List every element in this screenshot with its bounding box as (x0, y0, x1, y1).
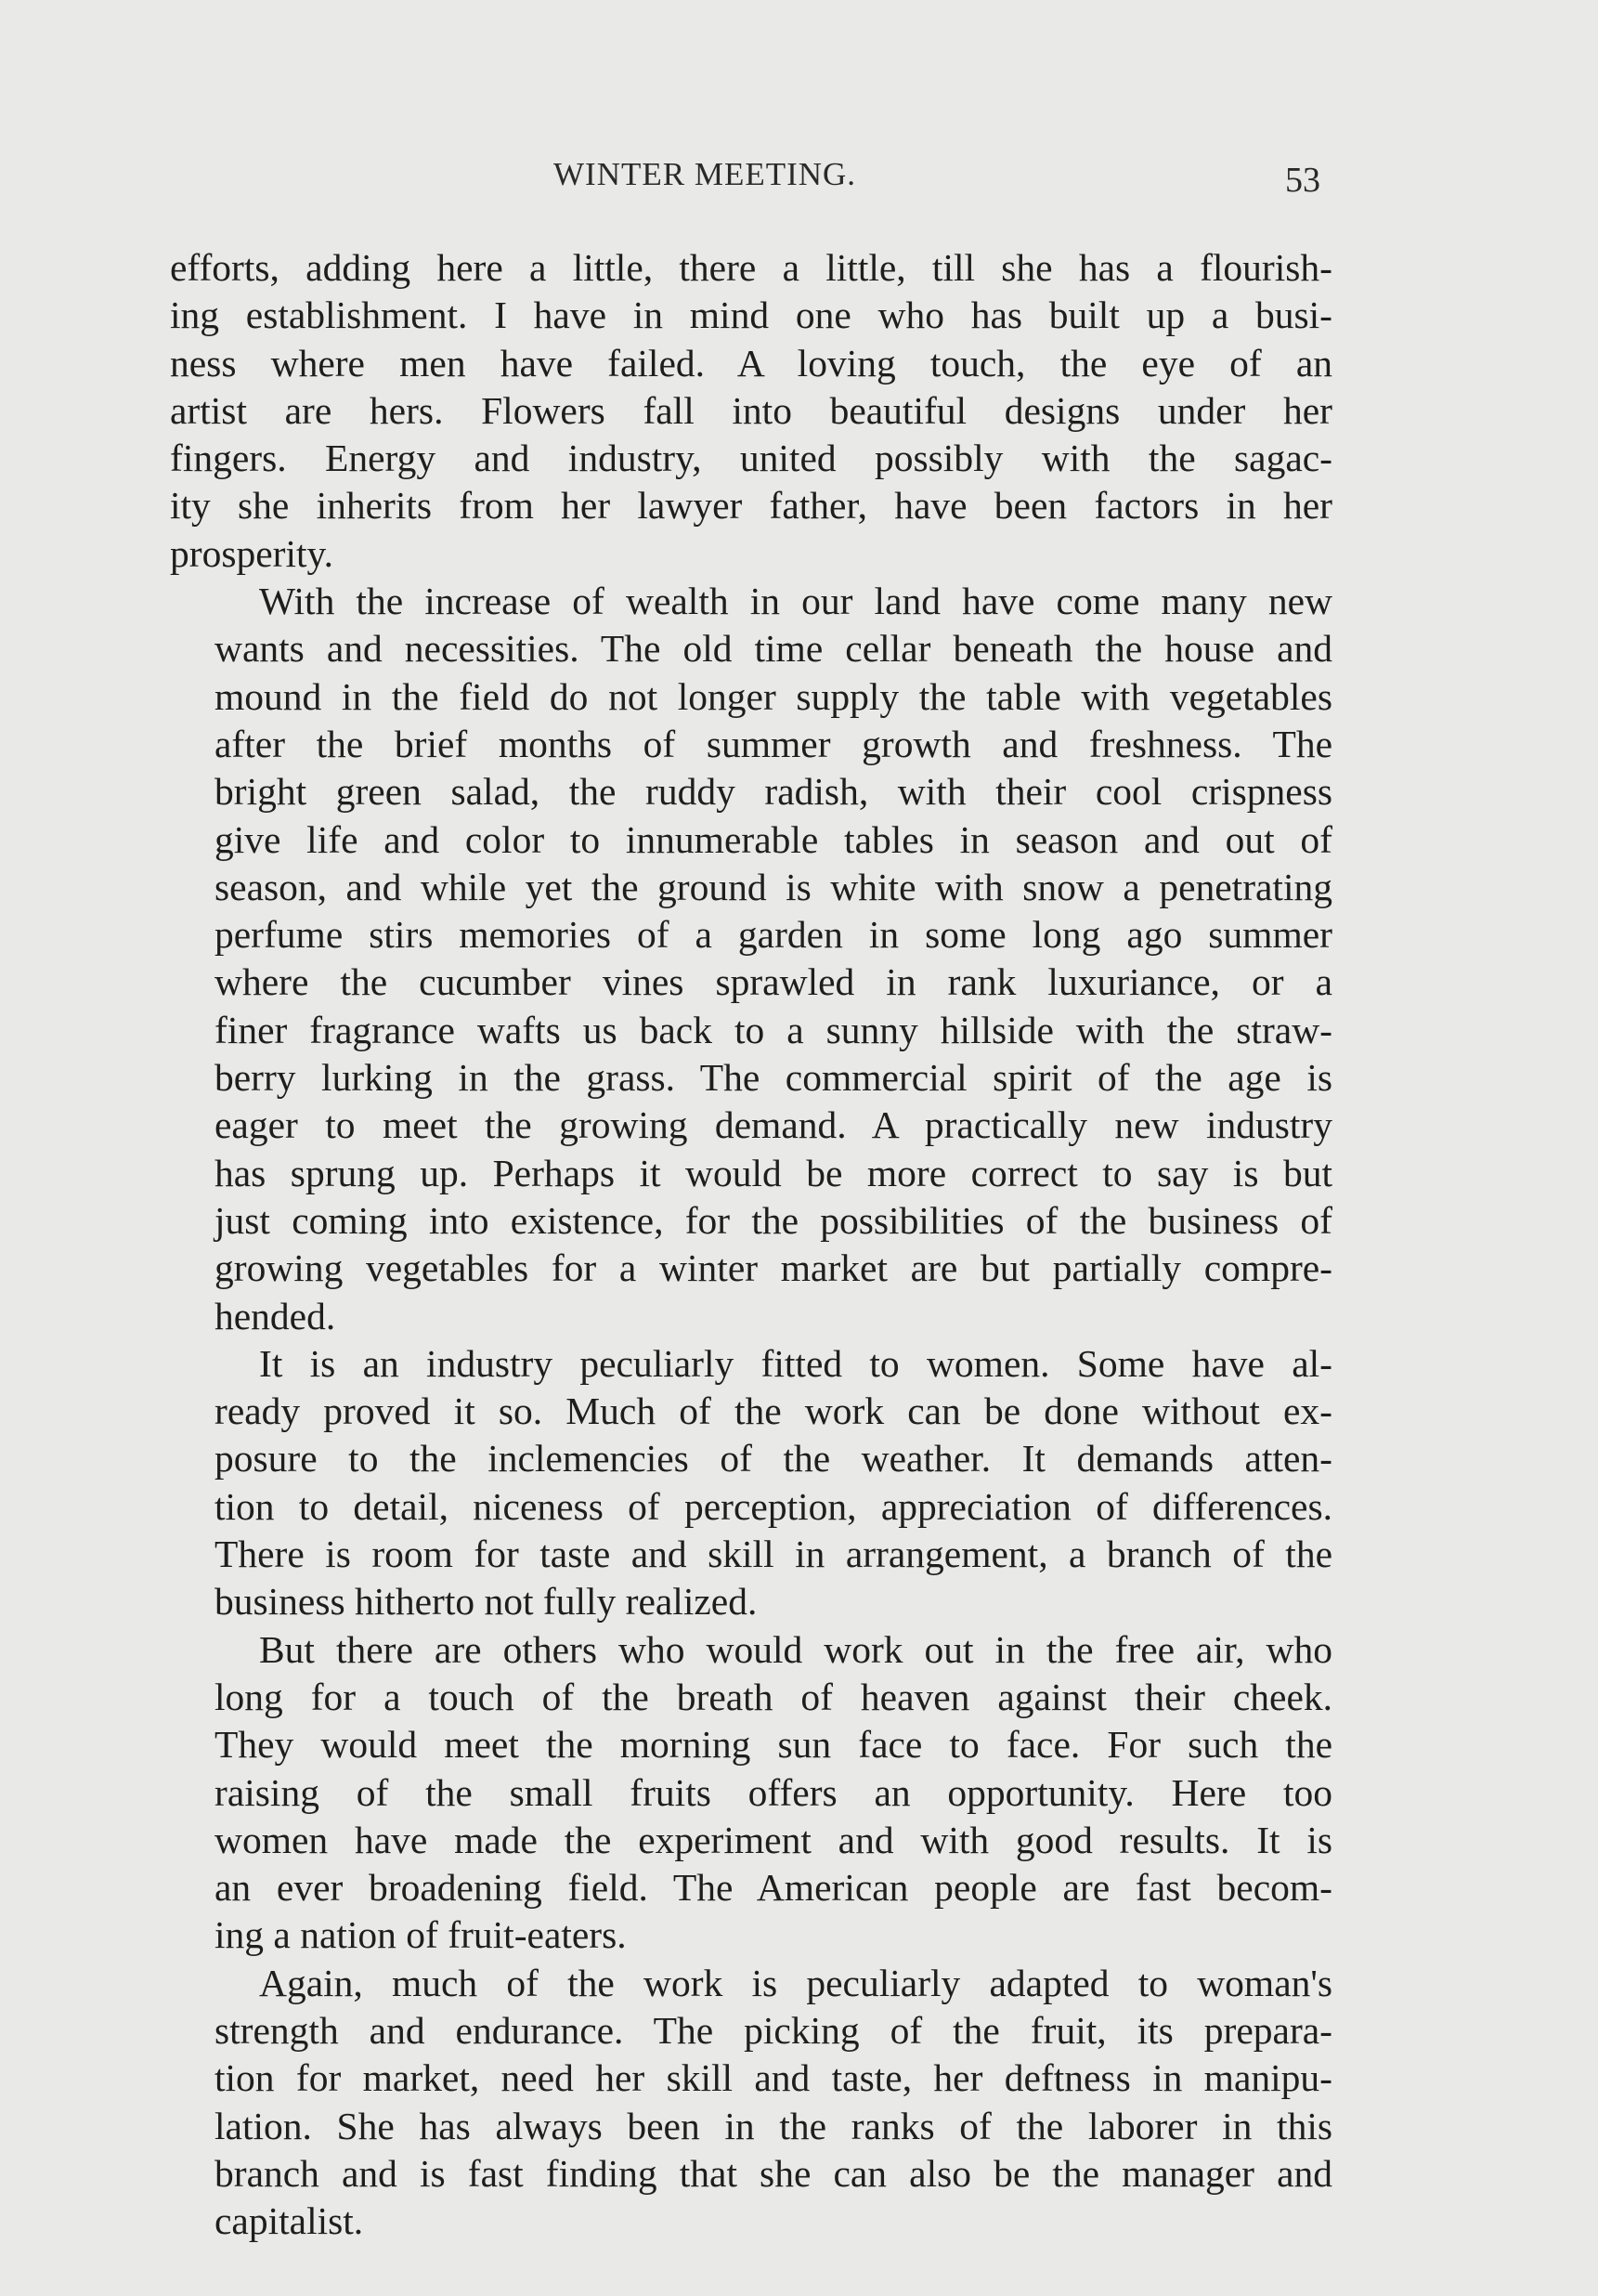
text-line: tion to detail, niceness of perception, appreciation of differences. (214, 1484, 1332, 1528)
text-line: But there are others who would work out in the free air, who (259, 1627, 1332, 1671)
text-line: has sprung up. Perhaps it would be more correct to say is but (214, 1151, 1332, 1194)
text-line: fingers. Energy and industry, united possibly with the sagac- (170, 437, 1332, 480)
text-line: ing a nation of fruit-eaters. (214, 1913, 627, 1957)
text-line: an ever broadening field. The American people are fast becom- (214, 1866, 1332, 1910)
body-text (170, 244, 1332, 2245)
paragraph (170, 1960, 1332, 2246)
text-line: eager to meet the growing demand. A practically new industry (214, 1103, 1332, 1147)
page-number: 53 (1285, 161, 1320, 200)
text-line: bright green salad, the ruddy radish, with their cool crispness (214, 770, 1332, 814)
text-line: They would meet the morning sun face to face. For such the (214, 1723, 1332, 1767)
text-line: after the brief months of summer growth and freshness. The (214, 722, 1332, 765)
text-line: hended. (214, 1294, 336, 1337)
paragraph (170, 1626, 1332, 1960)
text-line: just coming into existence, for the possibilities of the business of (214, 1198, 1332, 1242)
text-line: ing establishment. I have in mind one who has built up a busi- (170, 294, 1332, 337)
text-line: efforts, adding here a little, there a little, till she has a flourish- (170, 246, 1332, 289)
text-line: ness where men have failed. A loving touch, the eye of an (170, 341, 1332, 385)
text-line: capitalist. (214, 2199, 364, 2243)
text-line: season, and while yet the ground is white with snow a penetrating (214, 865, 1332, 908)
text-line: There is room for taste and skill in arrangement, a branch of the (214, 1533, 1332, 1576)
text-line: mound in the field do not longer supply the table with vegetables (214, 674, 1332, 718)
text-line: Again, much of the work is peculiarly adapted to woman's (259, 1961, 1332, 2004)
paragraph (170, 578, 1332, 1340)
running-title: WINTER MEETING. (553, 156, 857, 192)
paragraph (170, 244, 1332, 578)
text-line: growing vegetables for a winter market are but partially compre- (214, 1246, 1332, 1290)
text-line: ready proved it so. Much of the work can be done without ex- (214, 1389, 1332, 1433)
text-line: With the increase of wealth in our land have come many new (259, 580, 1332, 623)
text-line: lation. She has always been in the ranks of the laborer in this (214, 2104, 1332, 2147)
text-line: perfume stirs memories of a garden in some long ago summer (214, 913, 1332, 957)
text-line: branch and is fast finding that she can also be the manager and (214, 2151, 1332, 2195)
text-line: where the cucumber vines sprawled in rank luxuriance, or a (214, 960, 1332, 1004)
text-line: It is an industry peculiarly fitted to women. Some have al- (259, 1341, 1332, 1385)
page-header (0, 156, 1598, 212)
text-line: finer fragrance wafts us back to a sunny hillside with the straw- (214, 1008, 1332, 1051)
text-line: strength and endurance. The picking of the fruit, its prepara- (214, 2008, 1332, 2052)
text-line: berry lurking in the grass. The commercial spirit of the age is (214, 1056, 1332, 1100)
text-line: give life and color to innumerable tables in season and out of (214, 817, 1332, 861)
text-line: wants and necessities. The old time cellar beneath the house and (214, 627, 1332, 671)
paragraph (170, 1340, 1332, 1626)
text-line: artist are hers. Flowers fall into beautiful designs under her (170, 388, 1332, 432)
text-line: business hitherto not fully realized. (214, 1580, 758, 1624)
text-line: ity she inherits from her lawyer father, have been factors in her (170, 484, 1332, 528)
text-line: tion for market, need her skill and taste, her deftness in manipu- (214, 2056, 1332, 2100)
text-line: raising of the small fruits offers an opportunity. Here too (214, 1770, 1332, 1814)
text-line: long for a touch of the breath of heaven against their cheek. (214, 1675, 1332, 1718)
text-line: prosperity. (170, 531, 333, 575)
text-line: posure to the inclemencies of the weather. It demands atten- (214, 1437, 1332, 1481)
text-line: women have made the experiment and with good results. It is (214, 1818, 1332, 1861)
